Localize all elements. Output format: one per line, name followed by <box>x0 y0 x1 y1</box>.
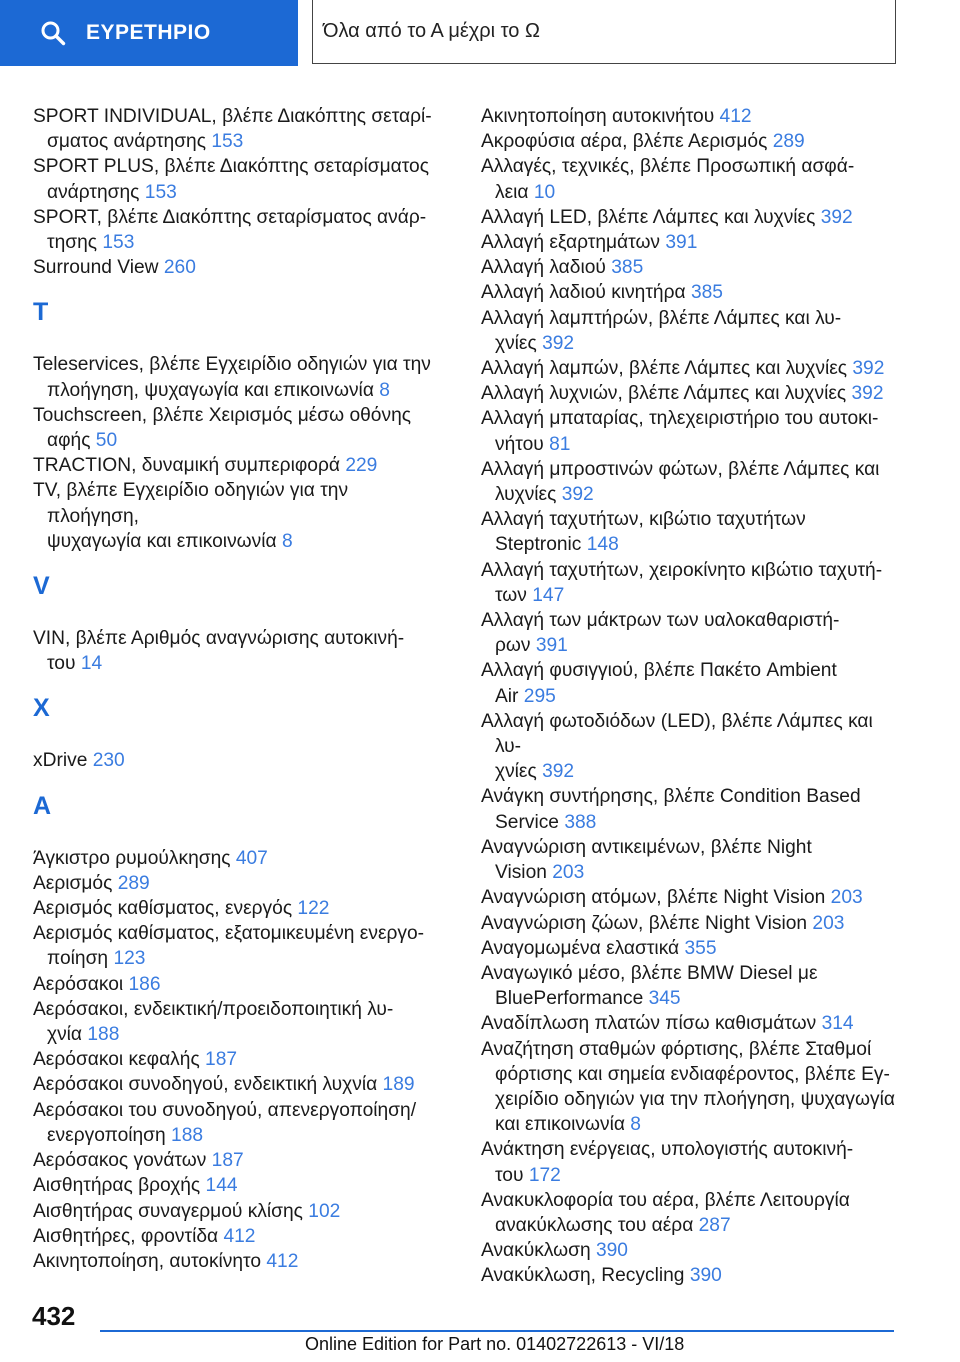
index-entry-text: Αερόσακοι συνοδηγού, ενδεικτική λυχνία <box>33 1074 378 1096</box>
index-entry <box>481 911 901 936</box>
index-entry-text: Άγκιστρο ρυμούλκησης <box>33 847 231 869</box>
index-entry <box>481 457 901 507</box>
page-link[interactable]: 392 <box>851 383 884 405</box>
index-entry-text: Αερόσακοι του συνοδηγού, απενεργοποίηση/ <box>33 1099 417 1121</box>
letter-spacer <box>33 554 443 573</box>
page-link[interactable]: 289 <box>117 872 150 894</box>
index-entry-text: Ανακύκλωση <box>481 1240 591 1262</box>
index-entry-text: SPORT PLUS, βλέπε Διακόπτης σεταρίσματος <box>33 156 429 178</box>
page-link[interactable]: 412 <box>223 1225 256 1247</box>
index-entry-text: Αερισμός καθίσματος, ενεργός <box>33 898 293 920</box>
index-entry <box>481 230 901 255</box>
letter-spacer <box>33 819 443 846</box>
page-link[interactable]: 8 <box>281 530 293 552</box>
index-entry <box>481 784 901 834</box>
index-entry-text: Αναδίπλωση πλατών πίσω καθισμάτων <box>481 1013 817 1035</box>
index-entry-text: Αισθητήρας βροχής <box>33 1175 201 1197</box>
index-entry <box>33 921 443 971</box>
page-link[interactable]: 392 <box>542 761 575 783</box>
index-entry <box>33 1098 443 1148</box>
page-link[interactable]: 189 <box>382 1074 415 1096</box>
search-icon <box>40 20 66 46</box>
page-link[interactable]: 230 <box>92 750 125 772</box>
index-entry-text: του <box>47 653 76 675</box>
index-entry-text: Αισθητήρες, φροντίδα <box>33 1225 219 1247</box>
index-entry <box>33 1072 443 1097</box>
index-entry-text: Αερόσακοι κεφαλής <box>33 1049 200 1071</box>
index-entry-text: ενεργοποίηση <box>47 1124 166 1146</box>
index-entry-text: BluePerformance <box>495 988 644 1010</box>
index-entry <box>33 205 443 255</box>
index-entry-text: Ακροφύσια αέρα, βλέπε Αερισμός <box>481 131 768 153</box>
index-entry-text: σματος ανάρτησης <box>47 131 206 153</box>
page-link[interactable]: 385 <box>690 282 723 304</box>
page-link[interactable]: 122 <box>297 898 330 920</box>
index-entry-text: Vision <box>495 862 547 884</box>
index-entry-text: Ανακύκλωση, Recycling <box>481 1265 685 1287</box>
index-entry-text: Αναγομωμένα ελαστικά <box>481 937 680 959</box>
index-entry-text: Surround View <box>33 257 159 279</box>
page-link[interactable]: 153 <box>102 232 135 254</box>
index-entry-text: TRACTION, δυναμική συμπεριφορά <box>33 455 340 477</box>
letter-spacer <box>33 280 443 299</box>
index-entry-text: Αλλαγή φυσιγγιού, βλέπε Πακέτο Ambient <box>481 660 837 682</box>
page-link[interactable]: 392 <box>820 206 853 228</box>
index-entry-text: TV, βλέπε Εγχειρίδιο οδηγιών για την πλοήγηση, <box>33 480 349 527</box>
index-entry-text: Αλλαγή ταχυτήτων, κιβώτιο ταχυτήτων <box>481 509 806 531</box>
index-entry <box>33 748 443 773</box>
section-subtitle-text: Όλα από το Α μέχρι το Ω <box>323 20 540 42</box>
index-entry <box>33 255 443 280</box>
index-entry <box>481 154 901 204</box>
index-entry <box>481 1188 901 1238</box>
page-link[interactable]: 412 <box>266 1250 299 1272</box>
index-entry-text: ρων <box>495 635 531 657</box>
index-entry-text: Αισθητήρας συναγερμού κλίσης <box>33 1200 303 1222</box>
page-link[interactable]: 289 <box>772 131 805 153</box>
index-entry-text: Αλλαγή φωτοδιόδων (LED), βλέπε Λάμπες και λυ- <box>481 710 873 758</box>
index-entry <box>33 896 443 921</box>
letter-spacer <box>33 325 443 352</box>
index-tab[interactable] <box>0 0 298 66</box>
index-entry-text: και επικοινωνία <box>495 1114 625 1136</box>
index-entry-text: Service <box>495 811 559 833</box>
index-tab-label: ΕΥΡΕΤΗΡΙΟ <box>86 21 211 44</box>
index-entry-text: Αλλαγή μπαταρίας, τηλεχειριστήριο του αυτοκι- <box>481 408 879 430</box>
index-entry-text: Αναγνώριση ατόμων, βλέπε Night Vision <box>481 887 826 909</box>
index-entry-text: Ανάκτηση ενέργειας, υπολογιστής αυτοκινή- <box>481 1139 854 1161</box>
page-link[interactable]: 10 <box>533 181 556 203</box>
page-link[interactable]: 260 <box>163 257 196 279</box>
index-entry-text: τησης <box>47 232 98 254</box>
index-entry <box>33 104 443 154</box>
page-link[interactable]: 102 <box>308 1200 341 1222</box>
index-entry <box>481 1011 901 1036</box>
page-link[interactable]: 412 <box>719 106 752 127</box>
index-entry <box>481 507 901 557</box>
page-link[interactable]: 187 <box>211 1150 244 1172</box>
index-entry-text: αφής <box>47 430 91 452</box>
index-entry <box>33 154 443 204</box>
page-link[interactable]: 81 <box>549 433 571 455</box>
index-entry-text: Αναγνώριση αντικειμένων, βλέπε Night <box>481 836 812 858</box>
index-entry <box>33 1047 443 1072</box>
index-entry <box>33 352 443 402</box>
page-link[interactable]: 314 <box>821 1013 854 1035</box>
index-entry <box>481 205 901 230</box>
section-subtitle <box>312 0 896 64</box>
index-entry-text: Ανάγκη συντήρησης, βλέπε Condition Based <box>481 786 861 808</box>
index-entry-text: Αλλαγή λαμπών, βλέπε Λάμπες και λυχνίες <box>481 358 848 380</box>
index-entry <box>481 558 901 608</box>
page-link[interactable]: 355 <box>684 937 717 959</box>
index-entry <box>481 129 901 154</box>
index-entry-text: Αλλαγή εξαρτημάτων <box>481 232 661 254</box>
index-entry-text: Αναγωγικό μέσο, βλέπε BMW Diesel με <box>481 962 818 984</box>
index-entry-text: Ακινητοποίηση, αυτοκίνητο <box>33 1250 262 1272</box>
index-entry <box>33 1199 443 1224</box>
header <box>0 0 960 66</box>
index-entry <box>33 1173 443 1198</box>
index-letter-heading: X <box>33 694 50 723</box>
index-letter-heading: T <box>33 298 49 327</box>
index-entry <box>33 478 443 554</box>
index-entry-text: χνία <box>47 1024 83 1046</box>
page-link[interactable]: 407 <box>235 847 268 869</box>
index-entry-text: Air <box>495 685 519 707</box>
index-entry-text: Ανακυκλοφορία του αέρα, βλέπε Λειτουργία <box>481 1189 850 1211</box>
index-entry-text: Αλλαγή λυχνιών, βλέπε Λάμπες και λυχνίες <box>481 383 847 405</box>
index-entry-text: xDrive <box>33 750 88 772</box>
index-entry <box>33 1148 443 1173</box>
index-entry <box>481 709 901 785</box>
index-entry <box>481 1263 901 1288</box>
index-entry <box>481 406 901 456</box>
page-link[interactable]: 229 <box>345 455 378 477</box>
index-entry-text: λεια <box>495 181 529 203</box>
index-entry <box>481 306 901 356</box>
page-link[interactable]: 287 <box>698 1214 731 1236</box>
page-link[interactable]: 123 <box>113 948 146 970</box>
index-entry-text: Αλλαγή των μάκτρων των υαλοκαθαριστή- <box>481 610 840 632</box>
page-link[interactable]: 8 <box>630 1114 641 1136</box>
index-entry-text: χνίες <box>495 332 537 354</box>
letter-spacer <box>33 676 443 695</box>
index-entry-text: ποίηση <box>47 948 109 970</box>
index-entry <box>33 846 443 871</box>
page-link[interactable]: 153 <box>144 181 177 203</box>
page-link[interactable]: 203 <box>830 887 863 909</box>
index-entry <box>481 1137 901 1187</box>
index-entry <box>33 453 443 478</box>
page-link[interactable]: 295 <box>523 685 556 707</box>
index-entry-text: Teleservices, βλέπε Εγχειρίδιο οδηγιών για την <box>33 354 431 376</box>
page-link[interactable]: 391 <box>665 232 698 254</box>
page-link[interactable]: 186 <box>128 973 161 995</box>
letter-spacer <box>33 599 443 626</box>
edition-note: Online Edition for Part no. 01402722613 - VI/18 <box>305 1334 685 1354</box>
page-link[interactable]: 392 <box>561 484 594 506</box>
page-link[interactable]: 390 <box>595 1240 628 1262</box>
page-link[interactable]: 14 <box>80 653 103 675</box>
index-entry-text: Αερόσακοι, ενδεικτική/προειδοποιητική λυ- <box>33 998 394 1020</box>
index-entry <box>481 255 901 280</box>
page-link[interactable]: 187 <box>205 1049 238 1071</box>
index-entry-text: χνίες <box>495 761 537 783</box>
page-link[interactable]: 147 <box>532 584 565 606</box>
page-link[interactable]: 385 <box>611 257 644 279</box>
index-entry-text: Αλλαγή μπροστινών φώτων, βλέπε Λάμπες και <box>481 458 880 480</box>
index-entry <box>481 104 901 129</box>
index-entry <box>481 658 901 708</box>
index-entry-text: Αναγνώριση ζώων, βλέπε Night Vision <box>481 912 808 934</box>
page-link[interactable]: 203 <box>812 912 845 934</box>
index-entry-text: Αερόσακος γονάτων <box>33 1150 207 1172</box>
index-column-left <box>33 104 443 1274</box>
index-entry-text: SPORT INDIVIDUAL, βλέπε Διακόπτης σεταρί- <box>33 106 432 127</box>
index-entry <box>33 626 443 676</box>
index-entry <box>481 280 901 305</box>
index-entry-text: φόρτισης και σημεία ενδιαφέροντος, βλέπε Εγ- <box>495 1063 890 1085</box>
index-entry-text: Αερισμός καθίσματος, εξατομικευμένη ενεργο- <box>33 923 425 945</box>
index-entry-text: πλοήγηση, ψυχαγωγία και επικοινωνία <box>47 379 374 401</box>
index-entry <box>481 1037 901 1138</box>
page-link[interactable]: 391 <box>535 635 568 657</box>
index-entry-text: Αλλαγή LED, βλέπε Λάμπες και λυχνίες <box>481 206 816 228</box>
index-entry-text: Αναζήτηση σταθμών φόρτισης, βλέπε Σταθμοί <box>481 1038 872 1060</box>
page-number: 432 <box>32 1301 76 1331</box>
page-link[interactable]: 392 <box>852 358 885 380</box>
index-column-right <box>481 104 901 1289</box>
page-link[interactable]: 345 <box>648 988 681 1010</box>
index-entry-text: Steptronic <box>495 534 582 556</box>
index-entry <box>481 885 901 910</box>
index-entry-text: Αλλαγή λαδιού κινητήρα <box>481 282 686 304</box>
index-entry-text: Αλλαγές, τεχνικές, βλέπε Προσωπική ασφά- <box>481 156 855 178</box>
index-entry-text: Αερισμός <box>33 872 113 894</box>
index-entry <box>481 608 901 658</box>
index-entry-text: Αλλαγή λαδιού <box>481 257 606 279</box>
index-entry-text: SPORT, βλέπε Διακόπτης σεταρίσματος ανάρ- <box>33 206 427 228</box>
index-entry-text: Ακινητοποίηση αυτοκινήτου <box>481 106 715 127</box>
page-link[interactable]: 148 <box>586 534 619 556</box>
letter-spacer <box>33 774 443 793</box>
index-entry-text: Αλλαγή ταχυτήτων, χειροκίνητο κιβώτιο ταχυτή- <box>481 559 883 581</box>
index-entry-text: ανάρτησης <box>47 181 140 203</box>
index-entry <box>33 871 443 896</box>
index-entry <box>481 381 901 406</box>
index-entry-text: ψυχαγωγία και επικοινωνία <box>47 530 277 552</box>
index-entry <box>33 403 443 453</box>
index-letter-heading: A <box>33 791 52 820</box>
index-entry-text: Αλλαγή λαμπτήρών, βλέπε Λάμπες και λυ- <box>481 307 842 329</box>
index-entry <box>33 972 443 997</box>
index-entry-text: του <box>495 1164 524 1186</box>
page-link[interactable]: 203 <box>552 862 585 884</box>
page-link[interactable]: 153 <box>211 131 244 153</box>
index-entry-text: Αερόσακοι <box>33 973 124 995</box>
page-link[interactable]: 8 <box>379 379 390 401</box>
index-entry-text: νήτου <box>495 433 544 455</box>
index-entry-text: χειρίδιο οδηγιών για την πλοήγηση, ψυχαγωγία <box>495 1088 895 1110</box>
page-link[interactable]: 188 <box>87 1024 120 1046</box>
page-link[interactable]: 392 <box>542 332 575 354</box>
index-entry <box>481 936 901 961</box>
index-entry-text: των <box>495 584 527 606</box>
index-entry-text: Touchscreen, βλέπε Χειρισμός μέσω οθόνης <box>33 404 411 426</box>
letter-spacer <box>33 721 443 748</box>
page-link[interactable]: 390 <box>689 1265 722 1287</box>
index-entry <box>481 1238 901 1263</box>
index-entry <box>481 356 901 381</box>
index-entry <box>481 961 901 1011</box>
index-entry <box>33 997 443 1047</box>
index-entry-text: ανακύκλωσης του αέρα <box>495 1214 694 1236</box>
page-link[interactable]: 50 <box>95 430 118 452</box>
index-entry <box>33 1224 443 1249</box>
index-entry <box>33 1249 443 1274</box>
page-link[interactable]: 188 <box>171 1124 204 1146</box>
index-entry-text: λυχνίες <box>495 484 557 506</box>
page-link[interactable]: 144 <box>205 1175 238 1197</box>
index-entry-text: VIN, βλέπε Αριθμός αναγνώρισης αυτοκινή- <box>33 628 405 650</box>
index-letter-heading: V <box>33 572 50 601</box>
footer-divider <box>100 1330 894 1332</box>
index-entry <box>481 835 901 885</box>
page-link[interactable]: 172 <box>528 1164 561 1186</box>
page-link[interactable]: 388 <box>564 811 597 833</box>
